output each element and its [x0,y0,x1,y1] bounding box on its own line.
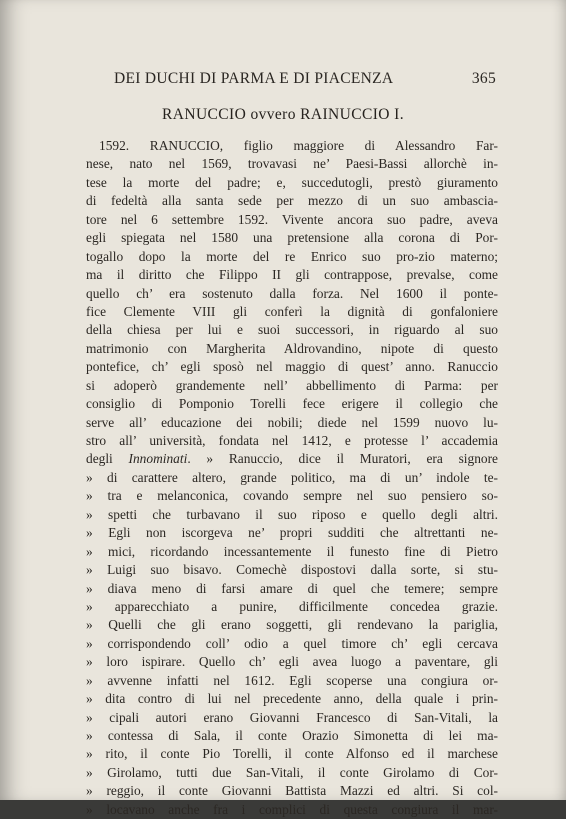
italic-term: Innominati [128,451,188,467]
text-line: serve all’ educazione dei nobili; diede nel 1599 nuovo lu- [86,414,498,430]
text-line: » Luigi suo bisavo. Comechè dispostovi dalla sorte, si stu- [86,562,498,578]
text-line: tese la morte del padre; e, succedutogli, prestò giuramento [86,174,498,190]
text-line: 1592. RANUCCIO, figlio maggiore di Alessandro Far- [99,138,498,153]
text-line: » locavano anche fra i complici di questa congiura il mar- [86,801,498,817]
text-line: consiglio di Pomponio Torelli fece erigere il collegio che [86,396,498,412]
text-line: » Quelli che gli erano soggetti, gli rendevano la pariglia, [86,617,498,633]
page-number: 365 [471,70,496,87]
text-line: pontefice, ch’ egli sposò nel maggio di quest’ anno. Ranuccio [86,359,498,375]
text-line: » avvenne infatti nel 1612. Egli scoperse una congiura or- [86,672,498,688]
text-line: » contessa di Sala, il conte Orazio Simonetta di lei ma- [86,728,498,743]
text-line: » cipali autori erano Giovanni Francesco di San-Vitali, la [86,709,498,725]
text-line: matrimonio con Margherita Aldrovandino, nipote di questo [86,340,498,356]
text-line: nese, nato nel 1569, trovavasi ne’ Paesi-Bassi allorchè in- [86,156,498,172]
text-line: degli Innominati. » Ranuccio, dice il Muratori, era signore [86,451,498,467]
text-line: quello ch’ era sostenuto dalla forza. Nel 1600 il ponte- [86,285,498,301]
text-line: di fedeltà alla santa sede per mezzo di un suo ambascia- [86,193,498,209]
page-header [100,70,496,92]
text-line: » apparecchiato a punire, difficilmente concedea grazie. [86,598,498,614]
section-title: RANUCCIO ovvero RAINUCCIO I. [162,106,404,123]
text-line: » mici, ricordando incessantemente il funesto fine di Pietro [86,543,498,559]
text-line: » reggio, il conte Giovanni Battista Mazzi ed altri. Si col- [86,783,498,799]
text-line: » rito, il conte Pio Torelli, il conte Alfonso ed il marchese [86,746,498,762]
text-line: della chiesa per lui e suoi successori, in riguardo al suo [86,322,498,338]
text-line: » spetti che turbavano il suo riposo e quello degli altri. [86,506,498,522]
text-line: » di carattere altero, grande politico, ma di un’ indole te- [86,469,498,485]
text-line: » dita contro di lui nel precedente anno, della quale i prin- [86,691,498,707]
text-line: » diava meno di farsi amare di quel che temere; sempre [86,580,498,596]
text-line: » corrispondendo coll’ odio a quel timore ch’ egli cercava [86,635,498,651]
text-line: tore nel 6 settembre 1592. Vivente ancora suo padre, aveva [86,211,498,227]
text-line: » Girolamo, tutti due San-Vitali, il conte Girolamo di Cor- [86,764,498,780]
text-line: » loro ispirare. Quello ch’ egli avea luogo a paventare, gli [86,654,498,670]
body-text [86,137,498,819]
text-line: ma il diritto che Filippo II gli contrappose, prevalse, come [86,267,498,283]
text-line: » tra e melanconica, covando sempre nel suo pensiero so- [86,488,498,504]
running-head: DEI DUCHI DI PARMA E DI PIACENZA [114,70,394,87]
text-line: » Egli non iscorgeva ne’ propri sudditi che altrettanti ne- [86,525,498,541]
text-line: fice Clemente VIII gli conferì la dignità di gonfaloniere [86,303,498,319]
text-line: egli spiegata nel 1580 una pretensione alla corona di Por- [86,230,498,246]
text-line: stro all’ università, fondata nel 1412, e protesse l’ accademia [86,433,498,448]
text-line: si adoperò grandemente nell’ abbellimento di Parma: per [86,377,498,393]
text-line: togallo dopo la morte del re Enrico suo pro-zio materno; [86,248,498,264]
